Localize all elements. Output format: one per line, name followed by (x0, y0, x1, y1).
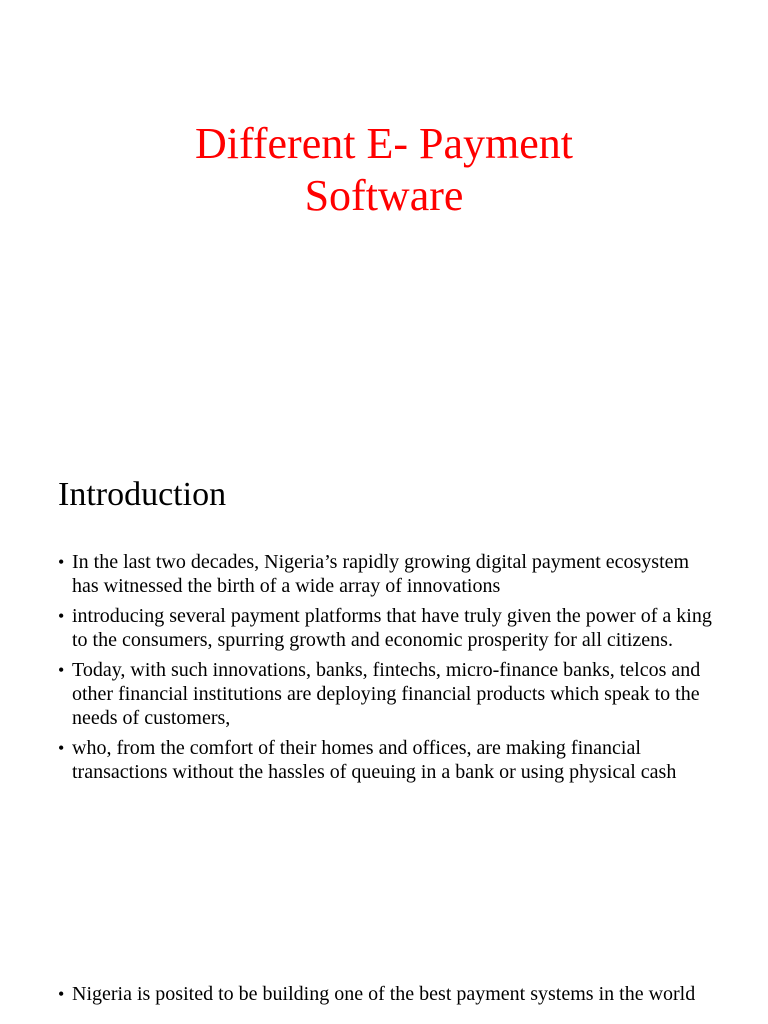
title-line-2: Software (304, 171, 464, 220)
bullet-list (58, 550, 718, 790)
bullet-list-bottom (58, 982, 718, 1012)
introduction-heading: Introduction (58, 476, 227, 513)
slide-title-heading (0, 118, 768, 222)
bullet-item: • introducing several payment platforms that have truly given the power of a king to the consumers, spurring growth and economic prosperity for all citizens. (58, 604, 718, 652)
bullet-item: • who, from the comfort of their homes and offices, are making financial transactions without the hassles of queuing in a bank or using physical cash (58, 736, 718, 784)
title-line-1: Different E- Payment (195, 119, 573, 168)
bullet-item: • Today, with such innovations, banks, fintechs, micro-finance banks, telcos and other financial institutions are deploying financial products which speak to the needs of customers, (58, 658, 718, 730)
bullet-item: • In the last two decades, Nigeria’s rapidly growing digital payment ecosystem has witnessed the birth of a wide array of innovations (58, 550, 718, 598)
slide-title (0, 0, 768, 430)
bullet-item: • Nigeria is posited to be building one of the best payment systems in the world (58, 982, 718, 1006)
slide-introduction (0, 430, 768, 1024)
